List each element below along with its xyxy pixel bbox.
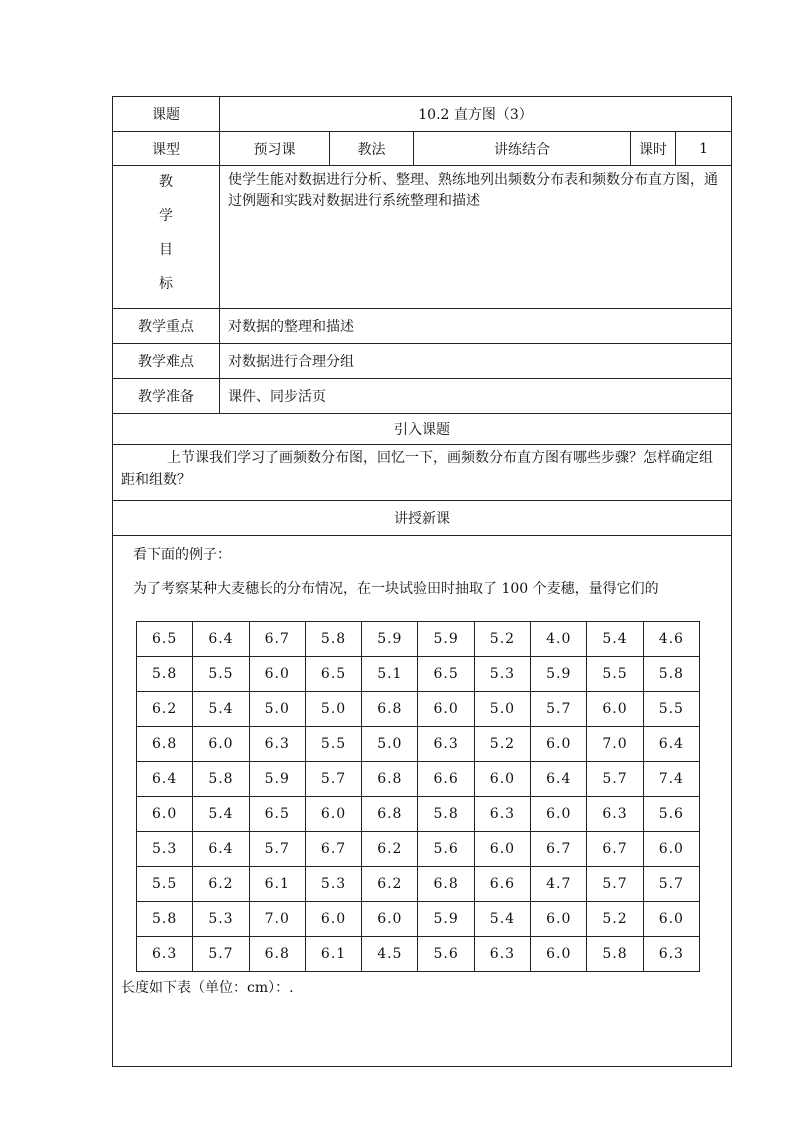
type-value: 预习课	[220, 132, 330, 166]
table-cell: 6.2	[362, 867, 418, 902]
intro-text-row	[113, 445, 732, 501]
table-cell: 6.3	[474, 797, 530, 832]
table-cell: 7.0	[249, 902, 305, 937]
table-cell: 6.0	[643, 832, 699, 867]
table-cell: 6.0	[305, 902, 361, 937]
table-cell: 5.1	[362, 657, 418, 692]
intro-text-cell	[113, 445, 732, 501]
table-cell: 6.2	[137, 692, 193, 727]
table-cell: 5.0	[362, 727, 418, 762]
table-cell: 6.0	[531, 797, 587, 832]
table-cell: 5.7	[249, 832, 305, 867]
table-cell: 6.0	[531, 727, 587, 762]
table-row	[137, 832, 700, 867]
table-cell: 5.5	[587, 657, 643, 692]
table-row	[137, 692, 700, 727]
table-caption: 长度如下表（单位：cm）：.	[121, 980, 294, 996]
table-cell: 5.8	[305, 622, 361, 657]
goals-label-char: 标	[159, 276, 173, 292]
table-cell: 6.3	[643, 937, 699, 972]
table-cell: 5.9	[362, 622, 418, 657]
preparation-text: 课件、同步活页	[220, 379, 732, 414]
table-cell: 6.8	[418, 867, 474, 902]
table-cell: 6.3	[474, 937, 530, 972]
table-cell: 6.1	[249, 867, 305, 902]
table-cell: 5.6	[643, 797, 699, 832]
wheat-length-table	[136, 621, 700, 972]
table-cell: 5.0	[474, 692, 530, 727]
table-cell: 6.0	[474, 832, 530, 867]
new-lesson-title-row	[113, 501, 732, 536]
table-cell: 5.5	[193, 657, 249, 692]
table-cell: 6.3	[418, 727, 474, 762]
difficulty-text: 对数据进行合理分组	[220, 344, 732, 379]
intro-title-row	[113, 414, 732, 445]
table-cell: 6.8	[362, 797, 418, 832]
table-cell: 5.0	[305, 692, 361, 727]
table-cell: 6.4	[137, 762, 193, 797]
table-cell: 6.5	[305, 657, 361, 692]
table-cell: 5.7	[531, 692, 587, 727]
table-cell: 6.6	[474, 867, 530, 902]
table-cell: 7.4	[643, 762, 699, 797]
table-cell: 5.3	[305, 867, 361, 902]
table-cell: 6.0	[249, 657, 305, 692]
table-cell: 6.2	[362, 832, 418, 867]
table-cell: 5.6	[418, 832, 474, 867]
table-cell: 5.8	[193, 762, 249, 797]
table-cell: 4.7	[531, 867, 587, 902]
table-cell: 6.5	[249, 797, 305, 832]
table-cell: 6.6	[418, 762, 474, 797]
table-cell: 5.0	[249, 692, 305, 727]
table-cell: 5.5	[137, 867, 193, 902]
example-description: 为了考察某种大麦穗长的分布情况，在一块试验田时抽取了 100 个麦穗，量得它们的	[133, 581, 659, 597]
table-cell: 6.0	[531, 937, 587, 972]
table-cell: 6.3	[587, 797, 643, 832]
table-cell: 5.8	[587, 937, 643, 972]
table-cell: 6.4	[193, 622, 249, 657]
table-cell: 5.8	[137, 657, 193, 692]
goals-label-char: 学	[159, 208, 173, 224]
table-cell: 6.3	[137, 937, 193, 972]
table-cell: 6.0	[587, 692, 643, 727]
table-row	[137, 762, 700, 797]
table-cell: 4.0	[531, 622, 587, 657]
goals-label-char: 目	[159, 242, 173, 258]
table-cell: 5.7	[643, 867, 699, 902]
topic-label: 课题	[113, 97, 220, 132]
table-cell: 6.5	[137, 622, 193, 657]
table-cell: 5.3	[193, 902, 249, 937]
table-cell: 6.8	[362, 762, 418, 797]
table-row	[137, 867, 700, 902]
table-cell: 5.9	[418, 622, 474, 657]
table-cell: 5.2	[474, 622, 530, 657]
table-row	[137, 657, 700, 692]
table-cell: 5.4	[474, 902, 530, 937]
type-row	[113, 132, 732, 166]
table-cell: 5.7	[305, 762, 361, 797]
hours-label: 课时	[631, 132, 676, 166]
table-cell: 6.4	[643, 727, 699, 762]
key-point-label: 教学重点	[113, 309, 220, 344]
table-cell: 5.8	[137, 902, 193, 937]
table-cell: 6.8	[137, 727, 193, 762]
difficulty-row	[113, 344, 732, 379]
table-cell: 4.5	[362, 937, 418, 972]
table-row	[137, 727, 700, 762]
preparation-row	[113, 379, 732, 414]
new-lesson-title: 讲授新课	[113, 501, 732, 536]
table-cell: 6.0	[531, 902, 587, 937]
example-intro: 看下面的例子：	[133, 547, 231, 563]
table-cell: 5.4	[193, 692, 249, 727]
table-cell: 5.7	[193, 937, 249, 972]
method-value: 讲练结合	[414, 132, 631, 166]
intro-title: 引入课题	[113, 414, 732, 445]
table-cell: 5.9	[249, 762, 305, 797]
table-cell: 6.3	[249, 727, 305, 762]
new-lesson-body	[113, 536, 732, 1067]
type-label: 课型	[113, 132, 220, 166]
topic-value: 10.2 直方图（3）	[220, 97, 732, 132]
table-cell: 5.2	[587, 902, 643, 937]
table-cell: 5.9	[418, 902, 474, 937]
table-cell: 6.2	[193, 867, 249, 902]
table-cell: 4.6	[643, 622, 699, 657]
topic-row	[113, 97, 732, 132]
table-row	[137, 937, 700, 972]
goals-label	[113, 166, 220, 309]
table-cell: 5.9	[531, 657, 587, 692]
table-cell: 6.0	[418, 692, 474, 727]
table-row	[137, 797, 700, 832]
table-cell: 5.5	[305, 727, 361, 762]
table-cell: 5.7	[587, 762, 643, 797]
table-cell: 6.0	[137, 797, 193, 832]
lesson-plan-table	[112, 96, 732, 1067]
table-cell: 6.7	[531, 832, 587, 867]
new-lesson-body-row	[113, 536, 732, 1067]
table-cell: 5.6	[418, 937, 474, 972]
table-cell: 6.0	[474, 762, 530, 797]
hours-value: 1	[676, 132, 732, 166]
method-label: 教法	[330, 132, 414, 166]
table-cell: 6.7	[587, 832, 643, 867]
goals-label-char: 教	[159, 174, 173, 190]
table-cell: 6.0	[362, 902, 418, 937]
table-cell: 6.8	[362, 692, 418, 727]
table-cell: 6.7	[305, 832, 361, 867]
goals-row	[113, 166, 732, 309]
table-cell: 5.3	[137, 832, 193, 867]
table-cell: 5.5	[643, 692, 699, 727]
table-cell: 5.4	[587, 622, 643, 657]
table-cell: 5.3	[474, 657, 530, 692]
table-cell: 5.8	[418, 797, 474, 832]
table-cell: 5.8	[643, 657, 699, 692]
goals-text: 使学生能对数据进行分析、整理、熟练地列出频数分布表和频数分布直方图，通过例题和实践对数据进行系统整理和描述	[220, 166, 732, 309]
table-cell: 6.4	[531, 762, 587, 797]
table-cell: 5.4	[193, 797, 249, 832]
table-cell: 6.0	[193, 727, 249, 762]
key-point-text: 对数据的整理和描述	[220, 309, 732, 344]
key-point-row	[113, 309, 732, 344]
intro-text: 上节课我们学习了画频数分布图，回忆一下，画频数分布直方图有哪些步骤？怎样确定组距和组数？	[121, 450, 713, 488]
table-row	[137, 902, 700, 937]
difficulty-label: 教学难点	[113, 344, 220, 379]
table-row	[137, 622, 700, 657]
table-cell: 6.0	[305, 797, 361, 832]
table-cell: 7.0	[587, 727, 643, 762]
table-cell: 6.1	[305, 937, 361, 972]
table-cell: 5.7	[587, 867, 643, 902]
table-cell: 6.0	[643, 902, 699, 937]
table-cell: 6.5	[418, 657, 474, 692]
table-cell: 6.4	[193, 832, 249, 867]
preparation-label: 教学准备	[113, 379, 220, 414]
table-cell: 6.7	[249, 622, 305, 657]
table-cell: 6.8	[249, 937, 305, 972]
table-cell: 5.2	[474, 727, 530, 762]
